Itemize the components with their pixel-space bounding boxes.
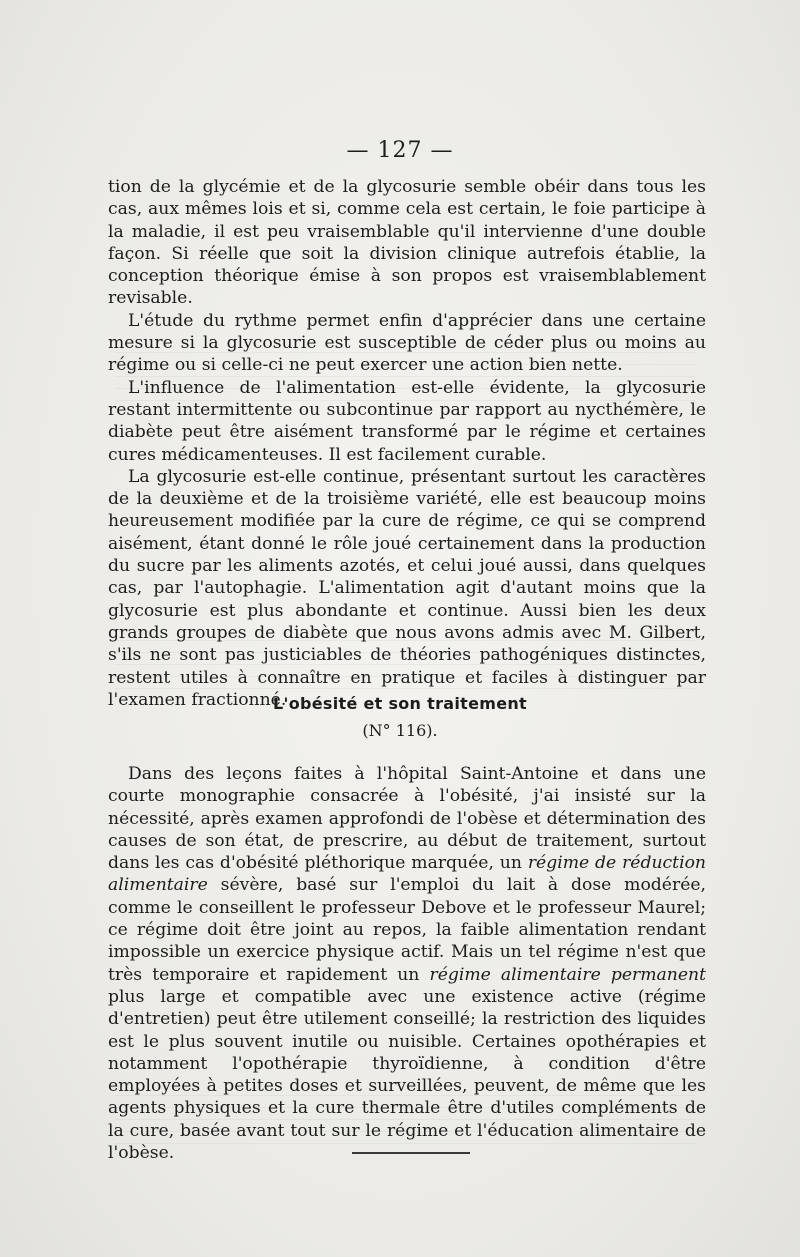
text-run: sévère, basé sur l'emploi du lait à dose modérée, comme le conseillent le professeur Debove et le professeur Maurel; ce régime doit être joint au repos, la faible alimentation rendant impossible un exercice physique actif. Mais un tel régime n'est que très temporaire et rapidement un — [108, 875, 706, 985]
section-diabetes-text — [108, 176, 706, 711]
section-obesity-text — [108, 763, 706, 1164]
paragraph: La glycosurie est-elle continue, présentant surtout les caractères de la deuxième et de la troisième variété, elle est beaucoup moins heureusement modifiée par la cure de régime, ce qui se comprend aisément, étant donné le rôle joué certainement dans la production du sucre par les aliments azotés, et celui joué aussi, dans quelques cas, par l'autophagie. L'alimentation agit d'autant moins que la glycosurie est plus abondante et continue. Aussi bien les deux grands groupes de diabète que nous avons admis avec M. Gilbert, s'ils ne sont pas justiciables de théories pathogéniques distinctes, restent utiles à connaître en pratique et faciles à distinguer par l'examen fractionné. — [108, 466, 706, 710]
page-number: — 127 — — [346, 138, 454, 163]
section-heading: L'obésité et son traitement — [273, 694, 527, 713]
paragraph: tion de la glycémie et de la glycosurie semble obéir dans tous les cas, aux mêmes lois et si, comme cela est certain, le foie participe à la maladie, il est peu vraisemblable qu'il intervienne d'une double façon. Si réelle que soit la division clinique autrefois établie, la conception théorique émise à son propos est vraisemblablement revisable. — [108, 177, 706, 309]
paragraph: L'influence de l'alimentation est-elle évidente, la glycosurie restant intermittente ou subcontinue par rapport au nycthémère, le diabète peut être aisément transformé par le régime et certaines cures médicamenteuses. Il est facilement curable. — [108, 377, 706, 465]
text-run: Dans des leçons faites à l'hôpital Saint-Antoine et dans une courte monographie consacrée à l'obésité, j'ai insisté sur la nécessité, après examen approfondi de l'obèse et détermination des causes de son état, de prescrire, au début de traitement, surtout dans les cas d'obésité pléthorique marquée, un — [108, 764, 706, 874]
italic-term: régime de réduction alimentaire — [108, 853, 706, 896]
paragraph — [108, 763, 706, 1164]
paragraph: L'étude du rythme permet enfin d'apprécier dans une certaine mesure si la glycosurie est susceptible de céder plus ou moins au régime ou si celle-ci ne peut exercer une action bien nette. — [108, 310, 706, 376]
text-run: plus large et compatible avec une existence active (régime d'entretien) peut être utilement conseillé; la restriction des liquides est le plus souvent inutile ou nuisible. Certaines opothérapies et notamment l'opothérapie thyroïdienne, à condition d'être employées à petites doses et surveillées, peuvent, de même que les agents physiques et la cure thermale être d'utiles compléments de la cure, basée avant tout sur le régime et l'éducation alimentaire de l'obèse. — [108, 986, 706, 1164]
italic-term: régime alimentaire permanent — [429, 964, 707, 985]
section-number: (N° 116). — [362, 721, 438, 740]
end-rule — [352, 1152, 470, 1154]
